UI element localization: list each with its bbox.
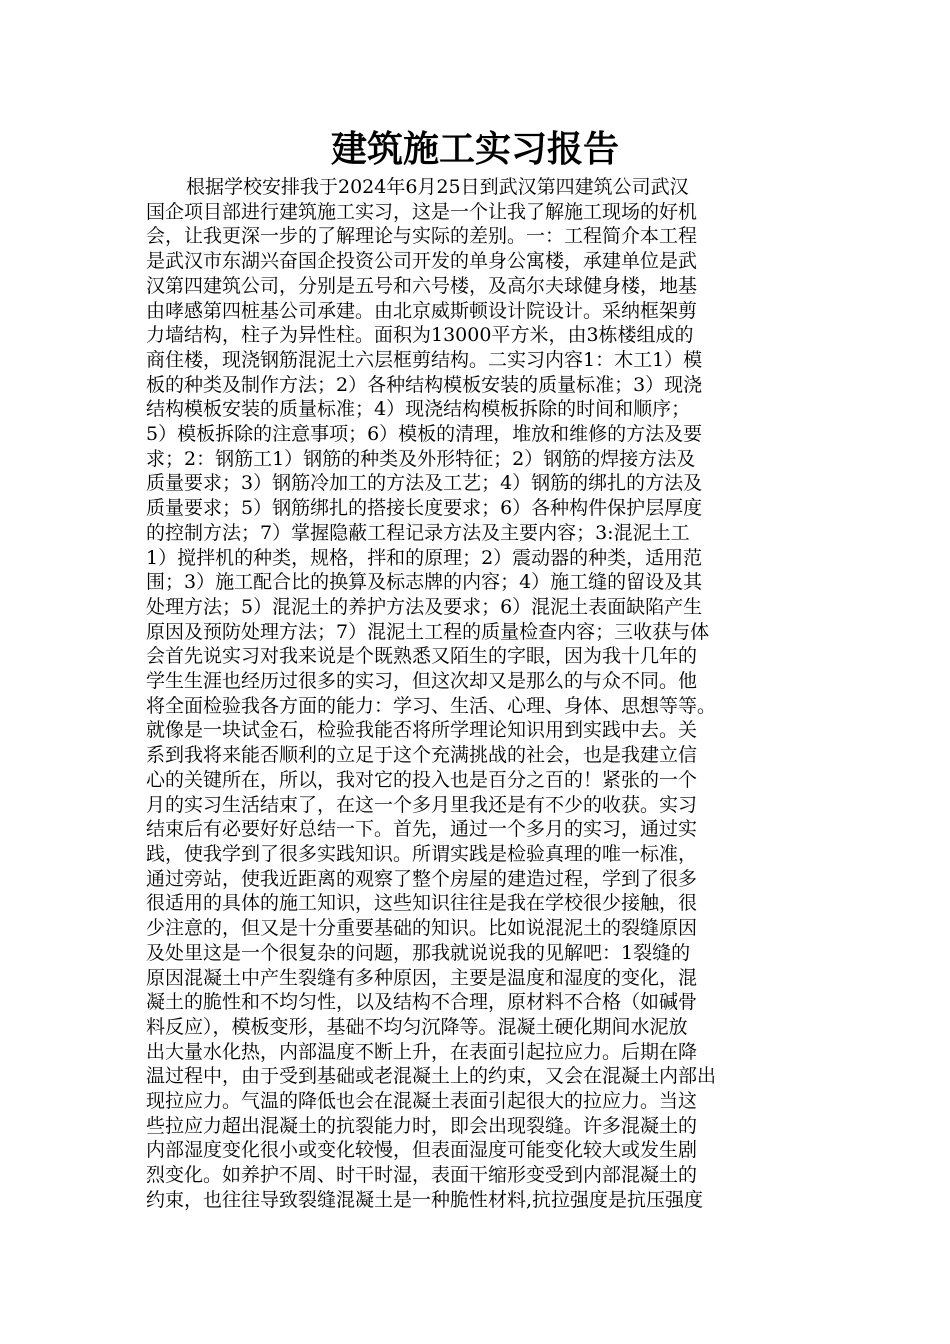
body-line: 国企项目部进行建筑施工实习，这是一个让我了解施工现场的好机 xyxy=(146,200,698,223)
body-line: 月的实习生活结束了，在这一个多月里我还是有不少的收获。实习 xyxy=(146,793,698,816)
body-line: 很适用的具体的施工知识，这些知识往往是我在学校很少接触，很 xyxy=(146,892,698,915)
body-line: 出大量水化热，内部温度不断上升，在表面引起拉应力。后期在降 xyxy=(146,1040,698,1063)
body-line: 通过旁站，使我近距离的观察了整个房屋的建造过程，学到了很多 xyxy=(146,867,698,890)
body-line: 结构模板安装的质量标准；4）现浇结构模板拆除的时间和顺序； xyxy=(146,398,691,421)
body-line: 学生生涯也经历过很多的实习，但这次却又是那么的与众不同。他 xyxy=(146,670,698,693)
body-line: 凝土的脆性和不均匀性，以及结构不合理，原材料不合格（如碱骨 xyxy=(146,991,698,1014)
body-line: 内部湿度变化很小或变化较慢，但表面湿度可能变化较大或发生剧 xyxy=(146,1139,698,1162)
body-line: 现拉应力。气温的降低也会在混凝土表面引起很大的拉应力。当这 xyxy=(146,1090,698,1113)
body-line: 原因及预防处理方法；7）混泥土工程的质量检查内容；三收获与体 xyxy=(146,620,710,643)
body-line: 质量要求；3）钢筋冷加工的方法及工艺；4）钢筋的绑扎的方法及 xyxy=(146,472,703,495)
body-line: 汉第四建筑公司，分别是五号和六号楼，及高尔夫球健身楼，地基 xyxy=(146,274,698,297)
body-line: 会首先说实习对我来说是个既熟悉又陌生的字眼，因为我十几年的 xyxy=(146,645,698,668)
body-line: 根据学校安排我于2024年6月25日到武汉第四建筑公司武汉 xyxy=(186,176,689,198)
body-line: 1）搅拌机的种类，规格，拌和的原理；2）震动器的种类，适用范 xyxy=(146,546,703,569)
body-line: 由哮感第四桩基公司承建。由北京威斯顿设计院设计。采纳框架剪 xyxy=(146,299,698,322)
body-line: 是武汉市东湖兴奋国企投资公司开发的单身公寓楼，承建单位是武 xyxy=(146,250,698,273)
body-line: 温过程中，由于受到基础或老混凝土上的约束，又会在混凝土内部出 xyxy=(146,1065,717,1088)
body-line: 心的关键所在，所以，我对它的投入也是百分之百的！紧张的一个 xyxy=(146,768,698,791)
body-line: 结束后有必要好好总结一下。首先，通过一个多月的实习，通过实 xyxy=(146,818,698,841)
body-line: 烈变化。如养护不周、时干时湿，表面干缩形变受到内部混凝土的 xyxy=(146,1164,698,1187)
body-line: 围；3）施工配合比的换算及标志牌的内容；4）施工缝的留设及其 xyxy=(146,571,703,594)
body-line: 商住楼，现浇钢筋混泥土六层框剪结构。二实习内容1：木工1）模 xyxy=(146,348,703,371)
body-line: 板的种类及制作方法；2）各种结构模板安装的质量标准；3）现浇 xyxy=(146,373,703,396)
body-line: 系到我将来能否顺利的立足于这个充满挑战的社会，也是我建立信 xyxy=(146,744,698,767)
body-line: 就像是一块试金石，检验我能否将所学理论知识用到实践中去。关 xyxy=(146,719,698,742)
body-line: 约束，也往往导致裂缝混凝土是一种脆性材料,抗拉强度是抗压强度 xyxy=(146,1188,704,1211)
body-line: 5）模板拆除的注意事项；6）模板的清理，堆放和维修的方法及要 xyxy=(146,423,703,446)
body-line: 践，使我学到了很多实践知识。所谓实践是检验真理的唯一标准， xyxy=(146,842,698,865)
body-line: 力墙结构，柱子为异性柱。面积为13000平方米，由3栋楼组成的 xyxy=(146,324,694,347)
body-line: 质量要求；5）钢筋绑扎的搭接长度要求；6）各种构件保护层厚度 xyxy=(146,497,703,520)
body-line: 少注意的，但又是十分重要基础的知识。比如说混泥土的裂缝原因 xyxy=(146,917,698,940)
body-line: 会，让我更深一步的了解理论与实际的差别。一：工程简介本工程 xyxy=(146,225,698,248)
body-line: 及处里这是一个很复杂的问题，那我就说说我的见解吧：1裂缝的 xyxy=(146,941,691,964)
body-line: 求；2：钢筋工1）钢筋的种类及外形特征；2）钢筋的焊接方法及 xyxy=(146,447,696,470)
body-line: 料反应），模板变形，基础不均匀沉降等。混凝土硬化期间水泥放 xyxy=(146,1015,688,1038)
body-line: 处理方法；5）混泥土的养护方法及要求；6）混泥土表面缺陷产生 xyxy=(146,595,703,618)
document-body xyxy=(146,175,816,1213)
body-line: 些拉应力超出混凝土的抗裂能力时，即会出现裂缝。许多混凝土的 xyxy=(146,1114,698,1137)
body-line: 原因混凝土中产生裂缝有多种原因，主要是温度和湿度的变化，混 xyxy=(146,966,698,989)
body-line: 将全面检验我各方面的能力：学习、生活、心理、身体、思想等等。 xyxy=(146,694,717,717)
document-title: 建筑施工实习报告 xyxy=(330,129,619,170)
body-line: 的控制方法；7）掌握隐蔽工程记录方法及主要内容；3:混泥土工 xyxy=(146,521,690,544)
